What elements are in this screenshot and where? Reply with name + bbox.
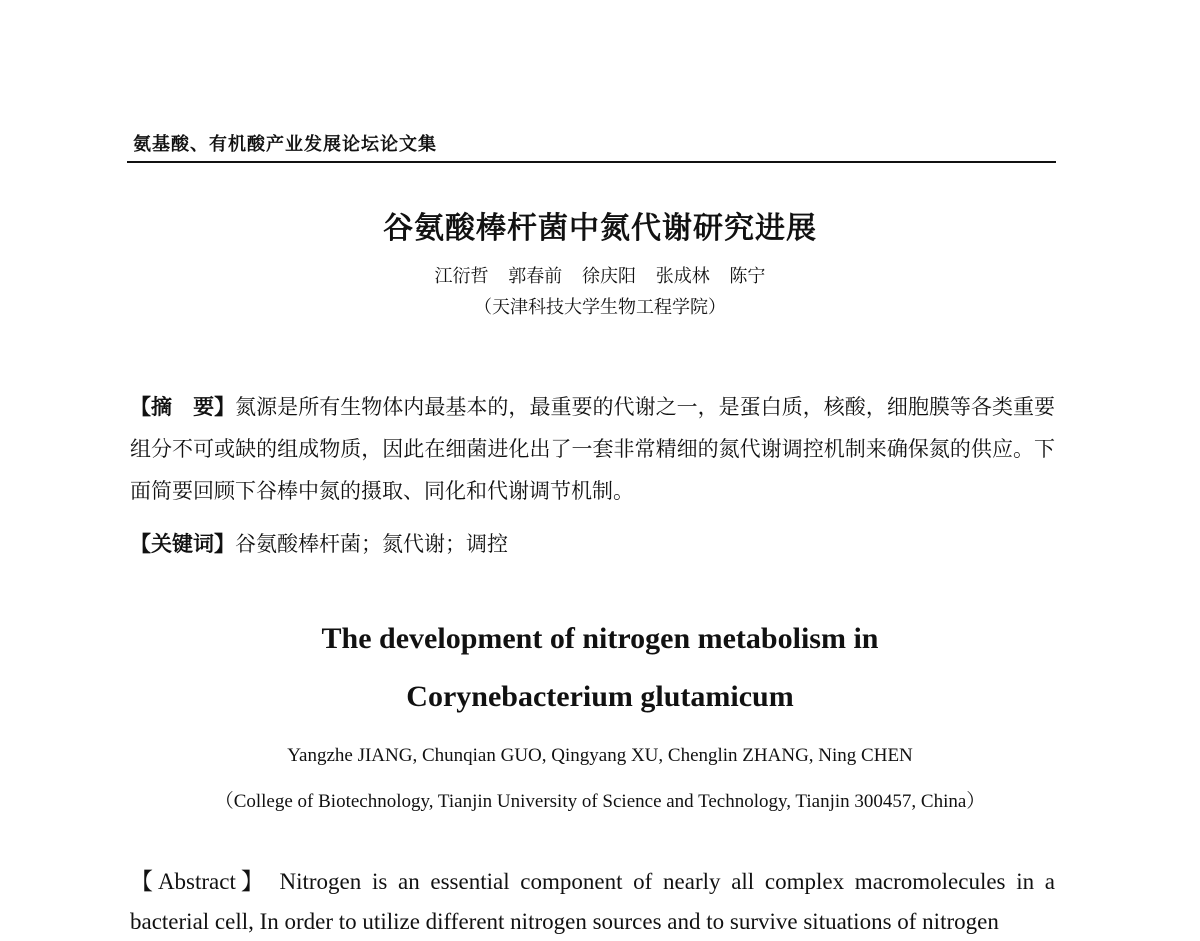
english-affiliation: （College of Biotechnology, Tianjin University of Science and Technology, Tianjin 300457, China）: [214, 791, 986, 812]
chinese-keywords: [130, 528, 508, 558]
chinese-abstract-label: 【摘 要】: [130, 394, 236, 419]
english-title: [0, 610, 1200, 726]
header-rule: [127, 161, 1056, 163]
english-abstract-text: Nitrogen is an essential component of nearly all complex macromolecules in a bacterial cell, In order to utilize different nitrogen sources and to survive situations of nitrogen: [130, 869, 1056, 934]
chinese-keywords-label: 【关键词】: [130, 531, 235, 556]
chinese-keywords-text: 谷氨酸棒杆菌；氮代谢；调控: [235, 532, 508, 556]
chinese-affiliation: （天津科技大学生物工程学院）: [474, 297, 726, 318]
chinese-abstract: [130, 386, 1055, 512]
chinese-authors: 江衍哲 郭春前 徐庆阳 张成林 陈宁: [434, 266, 766, 287]
english-abstract-label: 【Abstract】: [130, 869, 269, 894]
english-abstract: [130, 862, 1055, 941]
chinese-abstract-text: 氮源是所有生物体内最基本的，最重要的代谢之一，是蛋白质，核酸，细胞膜等各类重要组分不可或缺的组成物质，因此在细菌进化出了一套非常精细的氮代谢调控机制来确保氮的供应。下面简要回顾下谷棒中氮的摄取、同化和代谢调节机制。: [130, 395, 1056, 503]
chinese-title: 谷氨酸棒杆菌中氮代谢研究进展: [383, 211, 817, 246]
english-title-line1: The development of nitrogen metabolism in: [321, 622, 879, 655]
english-title-line2: Corynebacterium glutamicum: [406, 680, 794, 713]
running-head: 氨基酸、有机酸产业发展论坛论文集: [133, 134, 437, 155]
english-authors: Yangzhe JIANG, Chunqian GUO, Qingyang XU, Chenglin ZHANG, Ning CHEN: [287, 745, 913, 766]
